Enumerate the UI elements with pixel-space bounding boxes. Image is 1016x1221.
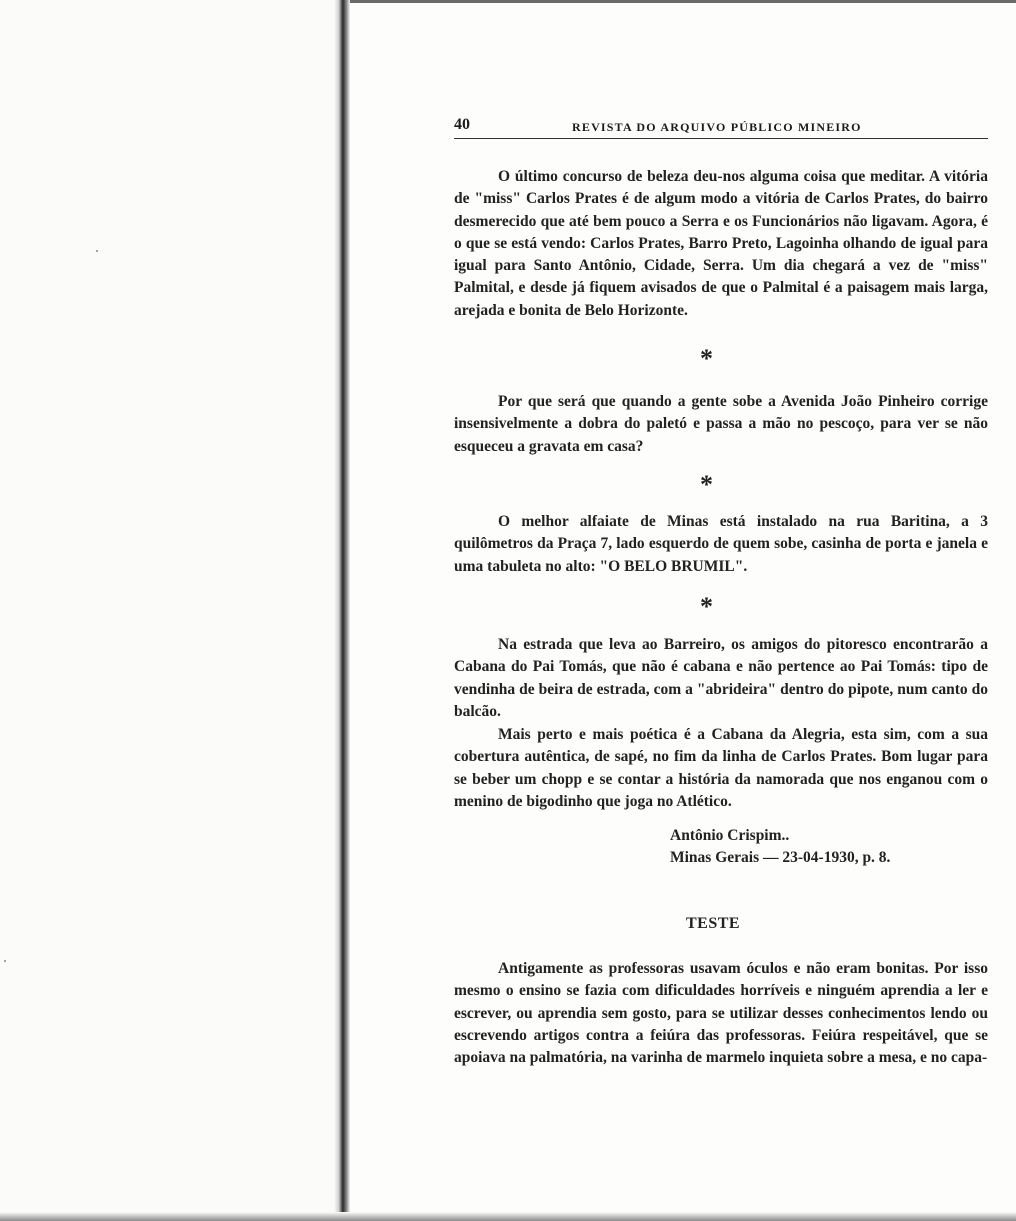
paragraph-alfaiate: O melhor alfaiate de Minas está instalado na rua Baritina, a 3 quilômetros da Praça 7, lado esquerdo de quem sobe, casinha de porta e janela e uma tabuleta no alto: "O BELO BRUMIL". [454, 513, 988, 575]
page-number: 40 [454, 116, 470, 133]
separator-asterisk: * [700, 344, 713, 373]
paragraph-miss-contest: O último concurso de beleza deu-nos alguma coisa que meditar. A vitória de "miss" Carlos Prates é de algum modo a vitória de Carlos Prates, do bairro desmerecido que até bem pouco a Serra e os Funcionários não ligavam. Agora, é o que se está vendo: Carlos Prates, Barro Preto, Lagoinha olhando de igual para igual para Santo Antônio, Cidade, Serra. Um dia chegará a vez de "miss" Palmital, e desde já fiquem avisados de que o Palmital é a paisagem mais larga, arejada e bonita de Belo Horizonte. [454, 168, 988, 319]
separator-asterisk: * [700, 470, 713, 499]
facing-blank-page [0, 0, 334, 1221]
paragraph-cabana-alegria: Mais perto e mais poética é a Cabana da Alegria, esta sim, com a sua cobertura autêntica, de sapé, no fim da linha de Carlos Prates. Bom lugar para se beber um chopp e se contar a história da namorada que nos enganou com o menino de bigodinho que joga no Atlético. [454, 726, 988, 810]
journal-title: REVISTA DO ARQUIVO PÚBLICO MINEIRO [572, 120, 862, 134]
signature-source: Minas Gerais — 23-04-1930, p. 8. [670, 849, 891, 866]
scan-speck [96, 250, 98, 252]
paragraph-avenida: Por que será que quando a gente sobe a Avenida João Pinheiro corrige insensivelmente a dobra do paletó e passa a mão no pescoço, para ver se não esqueceu a gravata em casa? [454, 393, 988, 455]
paragraph-teste: Antigamente as professoras usavam óculos e não eram bonitas. Por isso mesmo o ensino se fazia com dificuldades horríveis e ninguém aprendia a ler e escrever, ou aprendia sem gosto, para se utilizar desses conhecimentos lendo ou escrevendo artigos contra a feiúra das professoras. Feiúra respeitável, que se apoiava na palmatória, na varinha de marmelo inquieta sobre a mesa, e no capa- [454, 960, 988, 1067]
signature-author: Antônio Crispim.. [670, 827, 790, 844]
paragraph-barreiro: Na estrada que leva ao Barreiro, os amigos do pitoresco encontrarão a Cabana do Pai Tomás, que não é cabana e não pertence ao Pai Tomás: tipo de vendinha de beira de estrada, com a "abrideira" dentro do pipote, num canto do balcão. [454, 636, 988, 720]
running-head [454, 116, 988, 139]
section-heading: TESTE [686, 915, 741, 932]
separator-asterisk: * [700, 592, 713, 621]
book-gutter [334, 0, 350, 1221]
scan-speck [4, 960, 6, 962]
scan-bottom-edge [0, 1212, 1016, 1221]
